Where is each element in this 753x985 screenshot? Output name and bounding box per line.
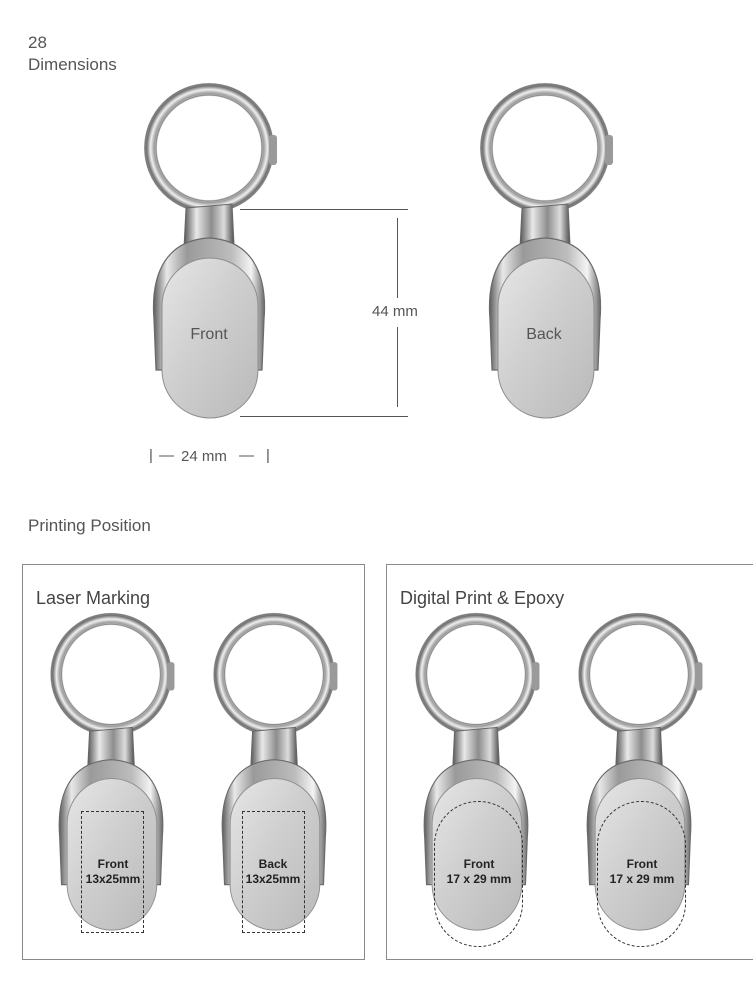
height-top-line — [240, 209, 408, 210]
laser-front-side: Front — [97, 857, 129, 871]
front-view-label: Front — [190, 326, 228, 343]
digital-print-epoxy-panel — [386, 564, 753, 960]
height-dimension-label: 44 mm — [372, 303, 418, 320]
laser-marking-panel — [22, 564, 365, 960]
width-left-mark: | — [149, 447, 153, 464]
width-right-mark: | — [266, 447, 270, 464]
laser-back-size: 13x25mm — [245, 872, 301, 886]
page-number: 28 — [28, 33, 47, 52]
back-view-label: Back — [526, 326, 562, 343]
height-lower-line — [397, 327, 398, 407]
width-left-dash: — — [159, 447, 174, 464]
keychain-front-image — [134, 80, 284, 420]
dimensions-heading: Dimensions — [28, 55, 117, 74]
width-dimension-label: 24 mm — [181, 448, 227, 465]
height-bottom-line — [240, 416, 408, 417]
laser-marking-title: Laser Marking — [36, 588, 151, 608]
laser-front-label — [63, 857, 163, 887]
digital-print-epoxy-title: Digital Print & Epoxy — [400, 588, 565, 608]
laser-back-label — [223, 857, 323, 887]
laser-front-size: 13x25mm — [85, 872, 141, 886]
keychain-back-image — [470, 80, 620, 420]
printing-position-heading: Printing Position — [28, 516, 151, 535]
epoxy-first-side: Front — [463, 857, 495, 871]
height-upper-line — [397, 218, 398, 298]
epoxy-second-size: 17 x 29 mm — [609, 872, 675, 886]
epoxy-first-size: 17 x 29 mm — [446, 872, 512, 886]
epoxy-second-label — [592, 857, 692, 887]
laser-back-side: Back — [258, 857, 288, 871]
width-right-dash: — — [239, 447, 254, 464]
epoxy-second-side: Front — [626, 857, 658, 871]
epoxy-first-label — [429, 857, 529, 887]
